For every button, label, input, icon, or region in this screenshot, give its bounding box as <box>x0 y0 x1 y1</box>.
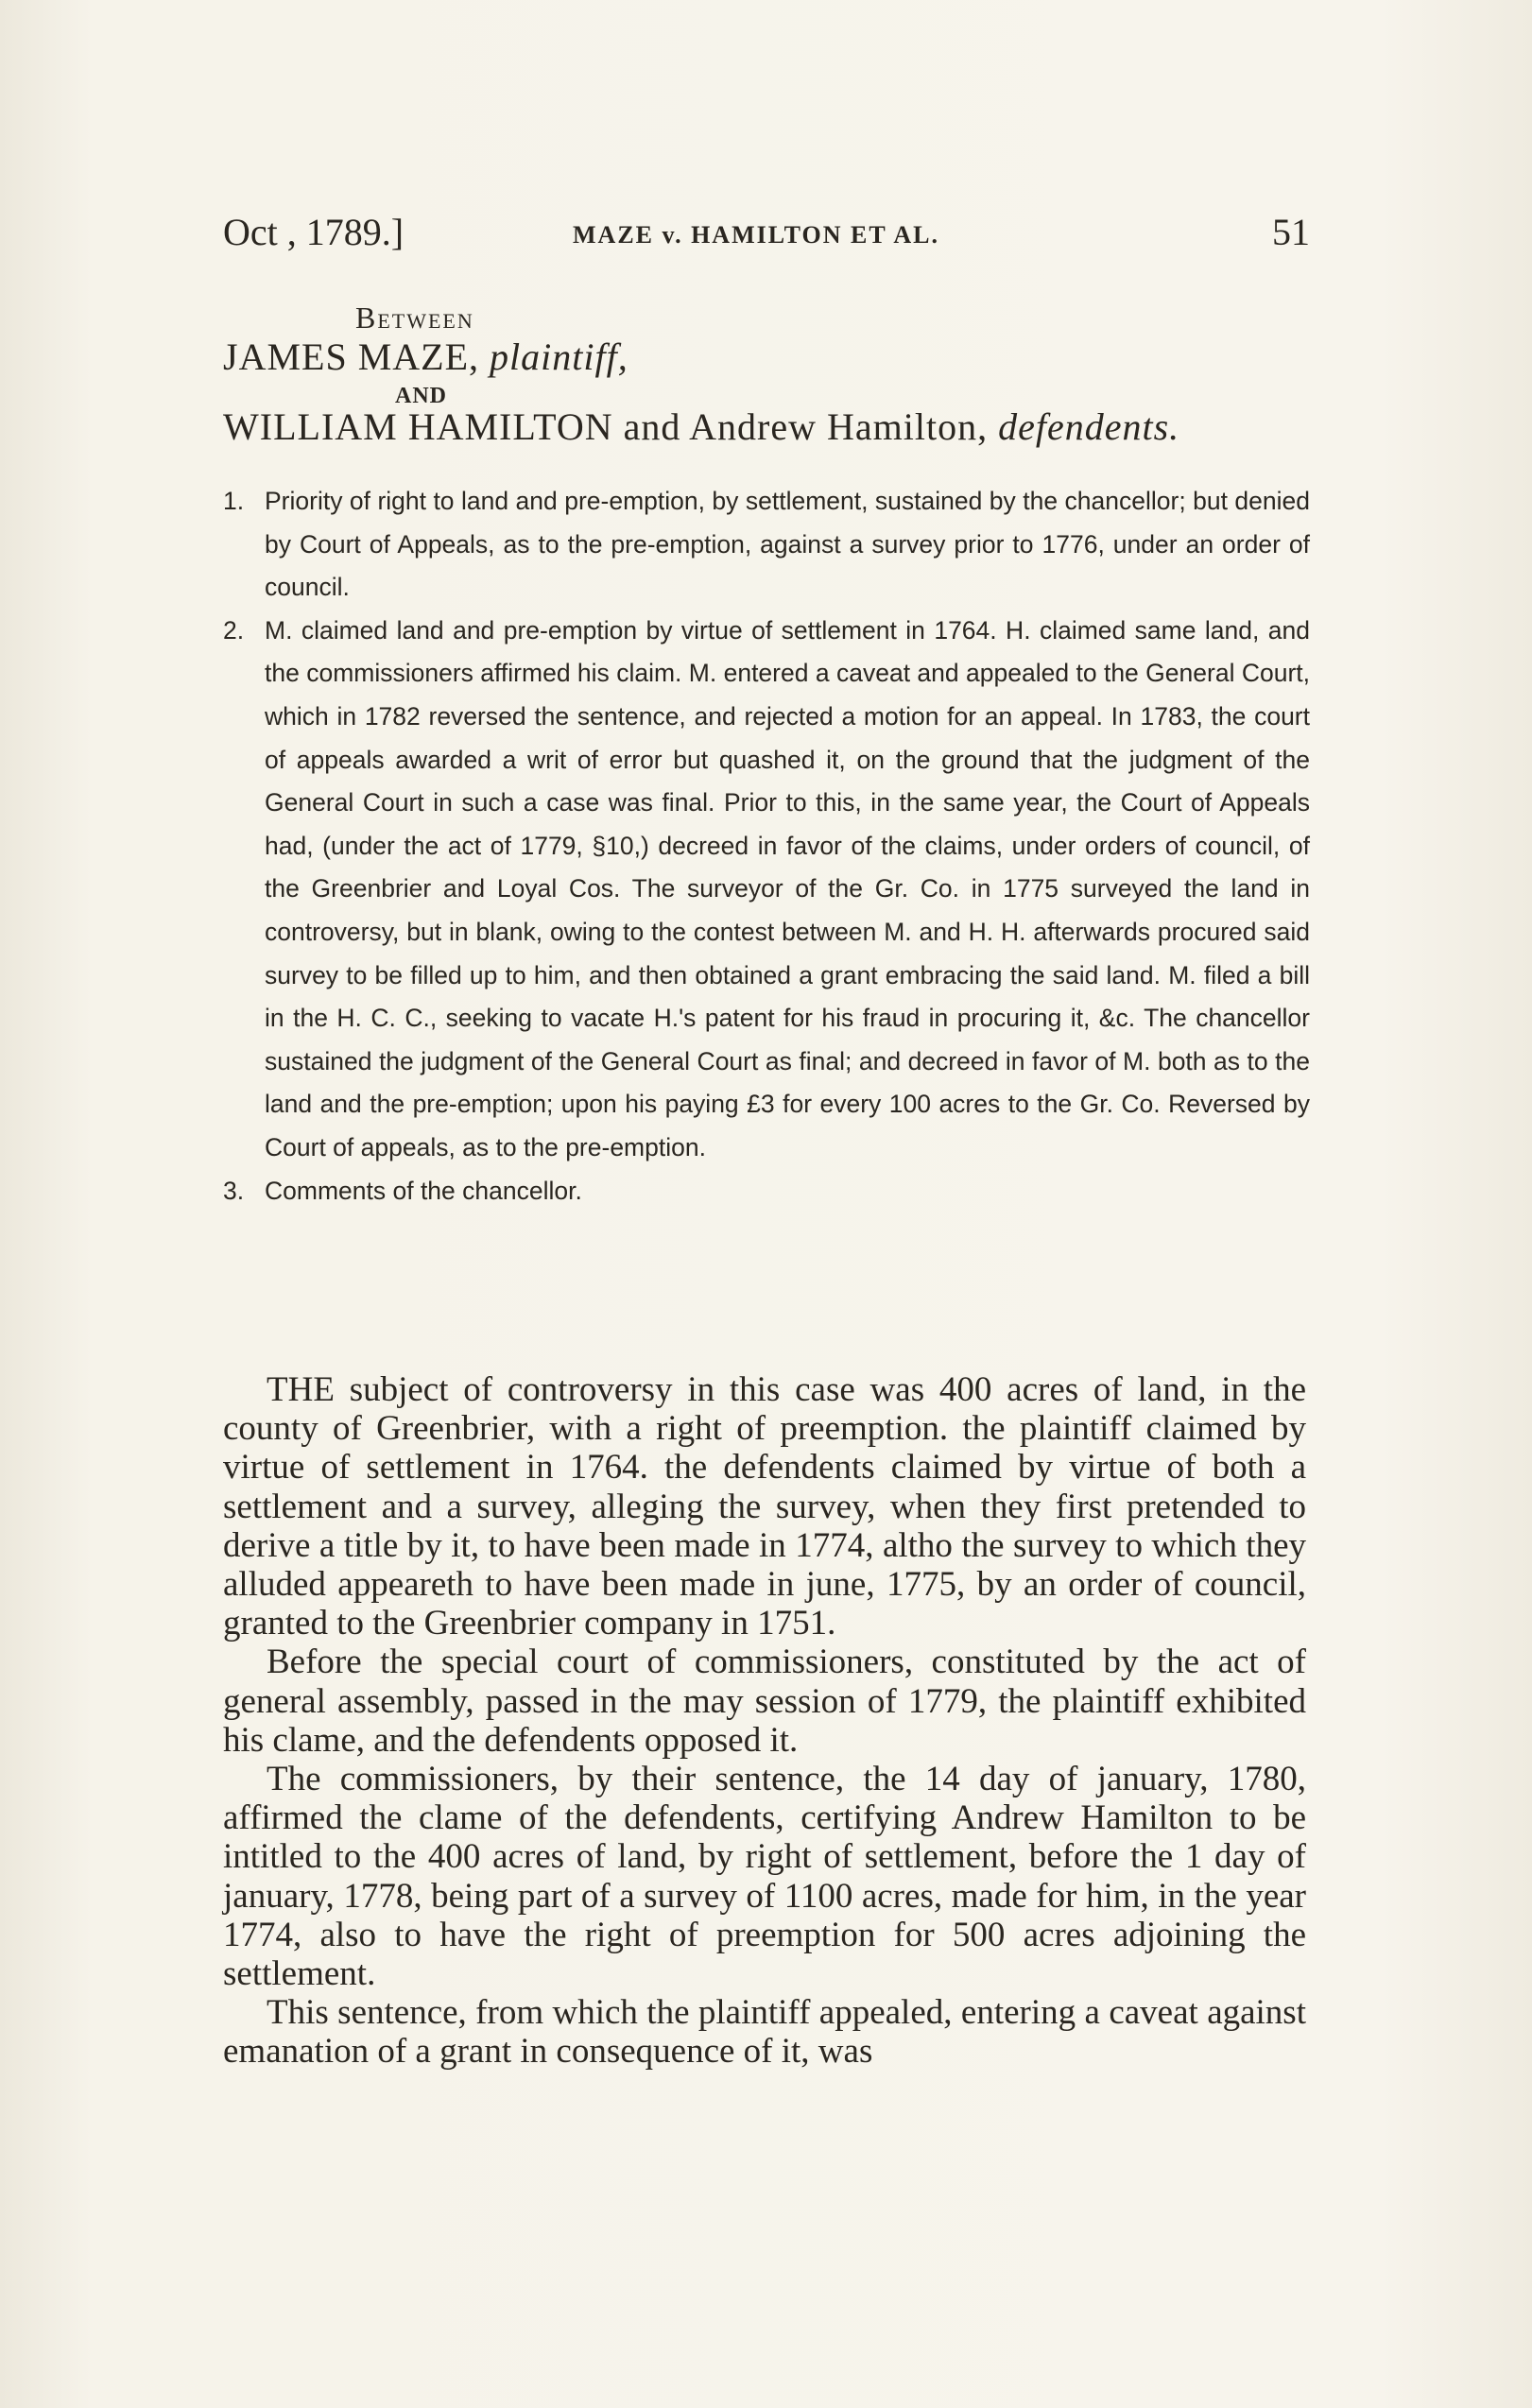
caption-and: AND <box>395 384 447 408</box>
defendants-role: defendents. <box>998 405 1180 448</box>
page-number: 51 <box>1272 211 1310 253</box>
body-paragraph: The commissioners, by their sentence, the 14 day of january, 1780, affirmed the clame of the defendents, certifying Andrew Hamilton to be intitled to the 400 acres of land, by right of settlement, before the 1 day of january, 1778, being part of a survey of 1100 acres, made for him, in the year 1774, also to have the right of preemption for 500 acres adjoining the settlement. <box>223 1760 1306 1994</box>
opinion-body <box>223 1370 1306 2072</box>
headnote-text: Priority of right to land and pre-emption, by settlement, sustained by the chancellor; but denied by Court of Appeals, as to the pre-emption, against a survey prior to 1776, under an order of council. <box>265 487 1310 602</box>
body-paragraph: Before the special court of commissioners, constituted by the act of general assembly, passed in the may session of 1779, the plaintiff exhibited his clame, and the defendents opposed it. <box>223 1643 1306 1760</box>
header-date: Oct , 1789.] <box>223 211 405 253</box>
headnote <box>223 480 1310 610</box>
headnote-text: M. claimed land and pre-emption by virtue of settlement in 1764. H. claimed same land, and the commissioners affirmed his claim. M. entered a caveat and appealed to the General Court, which in 1782 reversed the sentence, and rejected a motion for an appeal. In 1783, the court of appeals awarded a writ of error but quashed it, on the ground that the judgment of the General Court in such a case was final. Prior to this, in the same year, the Court of Appeals had, (under the act of 1779, §10,) decreed in favor of the claims, under orders of council, of the Greenbrier and Loyal Cos. The surveyor of the Gr. Co. in 1775 surveyed the land in controversy, but in blank, owing to the contest between M. and H. H. afterwards procured said survey to be filled up to him, and then obtained a grant embracing the said land. M. filed a bill in the H. C. C., seeking to vacate H.'s patent for his fraud in procuring it, &c. The chancellor sustained the judgment of the General Court as final; and decreed in favor of M. both as to the land and the pre-emption; upon his paying £3 for every 100 acres to the Gr. Co. Reversed by Court of appeals, as to the pre-emption. <box>265 615 1310 1161</box>
plaintiff-name: JAMES MAZE, <box>223 335 480 378</box>
headnote-number: 2. <box>223 615 245 645</box>
headnote <box>223 1170 1310 1213</box>
headnote-text: Comments of the chancellor. <box>265 1176 582 1205</box>
headnotes <box>223 480 1310 1213</box>
headnote-number: 3. <box>223 1176 245 1205</box>
running-header <box>223 210 1310 267</box>
headnote-number: 1. <box>223 487 245 515</box>
headnote <box>223 610 1310 1170</box>
caption-plaintiff <box>223 335 1338 379</box>
caption-between: Between <box>355 301 474 335</box>
defendants-name: WILLIAM HAMILTON and Andrew Hamilton, <box>223 405 989 448</box>
caption-defendants <box>223 404 1338 449</box>
body-paragraph: THE subject of controversy in this case was 400 acres of land, in the county of Greenbrier, with a right of preemption. the plaintiff claimed by virtue of settlement in 1764. the defendents claimed by virtue of both a settlement and a survey, alleging the survey, when they first pretended to derive a title by it, to have been made in 1774, altho the survey to which they alluded appeareth to have been made in june, 1775, by an order of council, granted to the Greenbrier company in 1751. <box>223 1370 1306 1643</box>
running-title: MAZE v. HAMILTON ET AL. <box>573 221 939 249</box>
plaintiff-role: plaintiff, <box>490 335 628 378</box>
body-paragraph: This sentence, from which the plaintiff appealed, entering a caveat against emanation of a grant in consequence of it, was <box>223 1993 1306 2072</box>
